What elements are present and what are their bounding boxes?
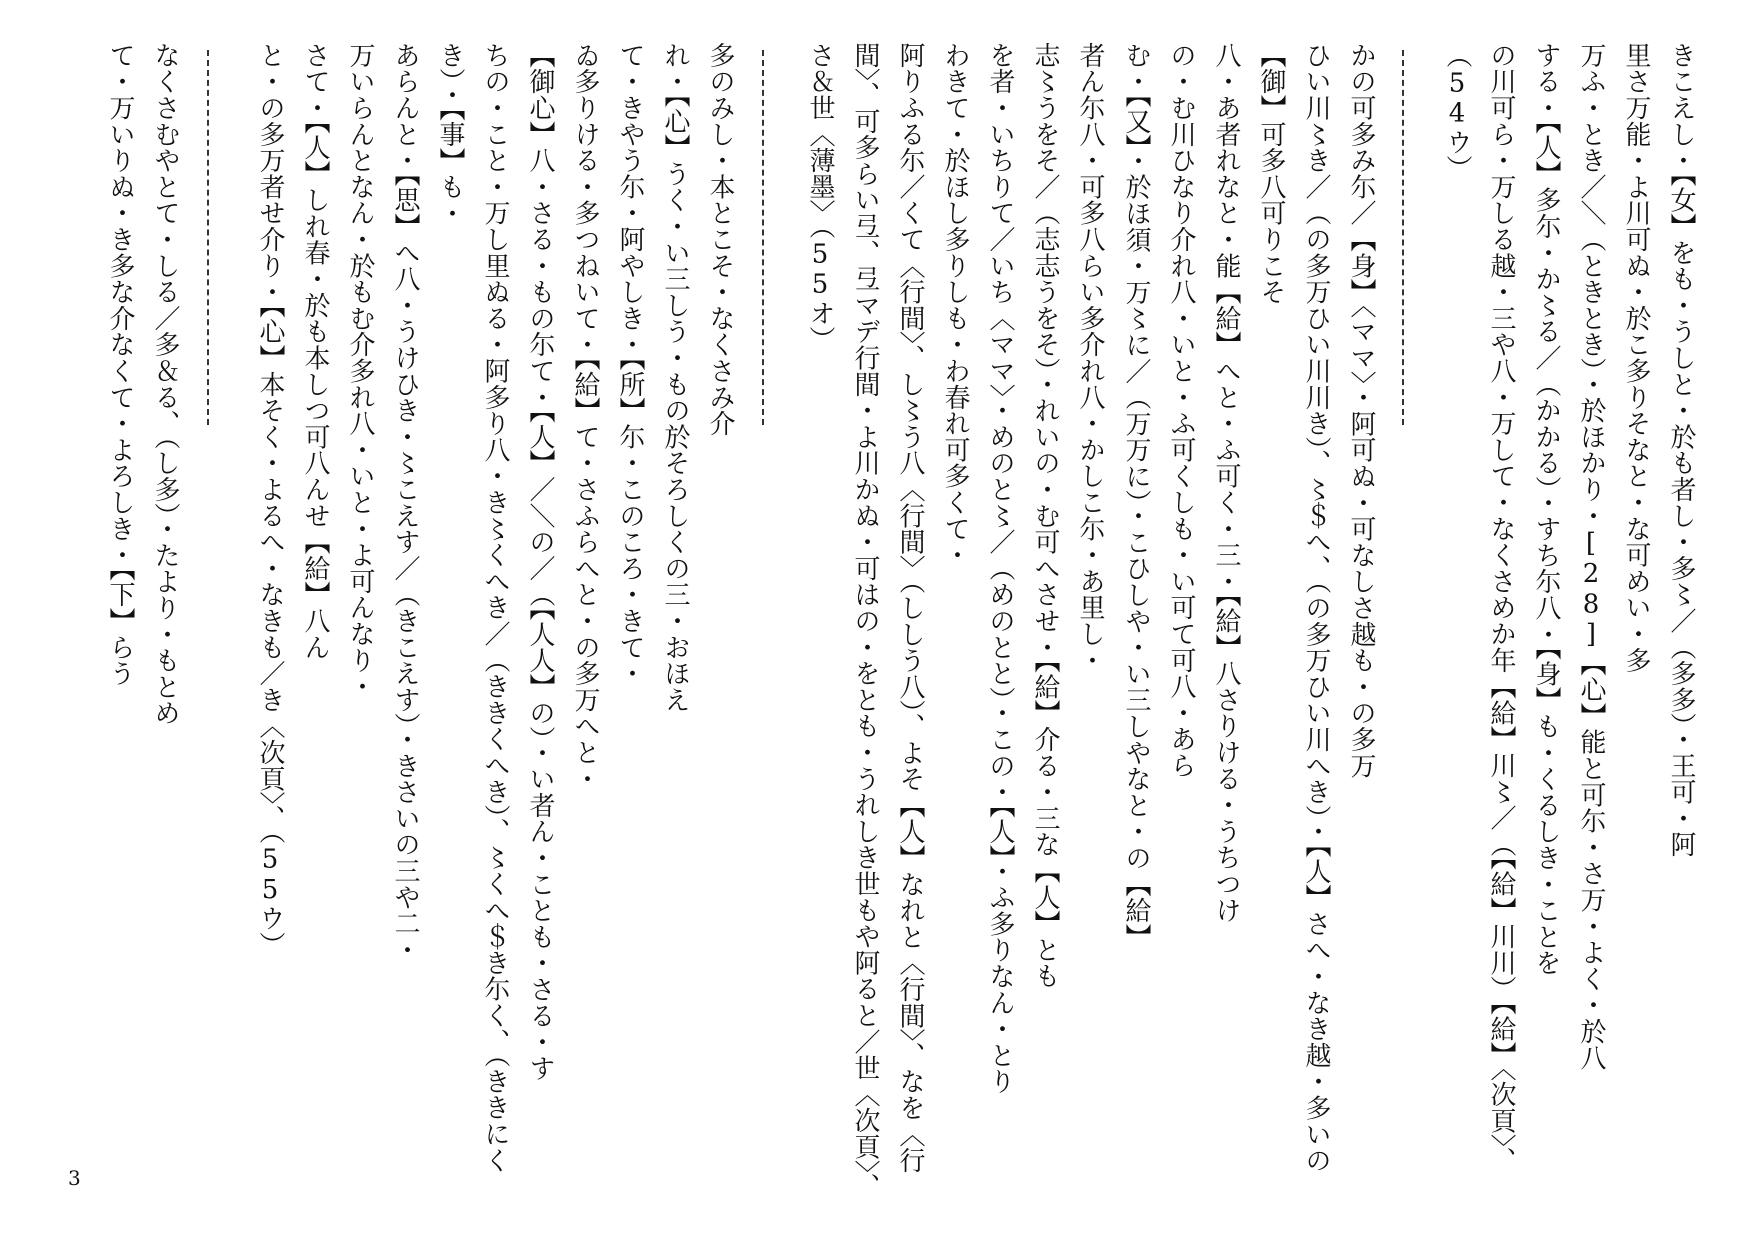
text-line: て・きやう尓・阿やしき・【所】尓・このころ・きて・ xyxy=(615,42,645,687)
text-line: ゐ多りける・多つねいて・【給】て・さふらへと・の多万へと・ xyxy=(570,42,600,792)
text-line: れ・【心】うく・い三しう・もの於そろしくの三・おほえ xyxy=(660,42,690,713)
text-line: 志〻うをそ／（志志うをそ）・れいの・む可へさせ・【給】介る・三な【人】とも xyxy=(1030,42,1060,990)
text-line: 者ん尓八・可多八らい多介れ八・かしこ尓・あ里し・ xyxy=(1075,42,1105,674)
text-line: さ＆世〈薄墨〉（55オ） xyxy=(805,42,835,353)
text-line: （54ウ） xyxy=(1442,42,1472,182)
text-line: を者・いちりて／いち〈ママ〉・めのと〻／（めのとと）・この・【人】・ふ多りなん・とり xyxy=(985,42,1015,1095)
text-line: なくさむやとて・しる／多＆る、（し多）・たより・もとめ xyxy=(150,42,180,727)
text-line: 多のみし・本とこそ・なくさみ介 xyxy=(705,42,735,437)
text-line: む・【又】・於ほ須・万〻に／（万万に）・こひしや・い三しやなと・の【給】 xyxy=(1121,42,1151,950)
text-line: 里さ万能・よ川可ぬ・於こ多りそなと・な可めい・多 xyxy=(1621,42,1651,674)
section-separator xyxy=(207,50,209,425)
text-line: かの可多み尓／【身】〈ママ〉・阿可ぬ・可なしさ越も・の多万 xyxy=(1346,42,1376,779)
text-line: 万いらんとなん・於もむ介多れ八・いと・よ可んなり・ xyxy=(345,42,375,700)
text-line: 間〉、可多らい弖、弖マデ行間・よ川かぬ・可はの・をとも・うれしき世もや阿ると／世〈次頁〉、 xyxy=(850,42,880,1200)
text-line: 【御心】八・さる・もの尓て・【人】／＼の／（【人人】の）・い者ん・ことも・さる・す xyxy=(525,42,555,1082)
text-line: さて・【人】しれ春・於も本しつ可八んせ【給】八ん xyxy=(300,42,330,661)
text-line: する・【人】多尓・か〻る／（かかる）・すち尓八・【身】も・くるしき・ことを xyxy=(1531,42,1561,977)
text-line: 阿りふる尓／くて〈行間〉、し〻う八〈行間〉（ししう八）、よそ【人】なれと〈行間〉、なを〈行 xyxy=(895,42,925,1174)
text-line: ひい川〻き／（の多万ひい川川き）、〻＄へ、（の多万ひい川へき）・【人】さへ・なき越・多いの xyxy=(1301,42,1331,1174)
text-line: 八・あ者れなと・能【給】へと・ふ可く・三・【給】八さりける・うちつけ xyxy=(1211,42,1241,924)
text-line: の川可ら・万しる越・三や八・万して・なくさめか年【給】川〻／（【給】川川）【給】〈次頁〉、 xyxy=(1486,42,1516,1174)
page-number: 3 xyxy=(68,1166,81,1190)
text-line: て・万いりぬ・き多な介なくて・よろしき・【下】らう xyxy=(105,42,135,687)
text-line: わきて・於ほし多りしも・わ春れ可多くて・ xyxy=(940,42,970,568)
text-line: 万ふ・とき／＼（ときとき）・於ほかり・[28]【心】能と可尓・さ万・よく・於八 xyxy=(1576,42,1606,1071)
text-line: と・の多万者せ介り・【心】本そく・よるへ・なきも／き〈次頁〉、（55ウ） xyxy=(255,42,285,958)
text-line: あらんと・【思】へ八・うけひき・〻こえす／（きこえす）・きさいの三や二・ xyxy=(390,42,420,963)
section-separator xyxy=(762,50,764,425)
text-line: き）・【事】も・ xyxy=(435,42,465,227)
text-line: 【御】可多八可りこそ xyxy=(1256,42,1286,305)
text-line: ちの・こと・万し里ぬる・阿多り八・き〻くへき／（ききくへき）、〻くへ＄き尓く、（ききにく xyxy=(480,42,510,1174)
section-separator xyxy=(1402,50,1404,425)
text-line: の・む川ひなり介れ八・いと・ふ可くしも・い可て可八・あら xyxy=(1166,42,1196,779)
text-line: きこえし・【女】をも・うしと・於も者し・多〻／（多多）・王可・阿 xyxy=(1666,42,1696,858)
